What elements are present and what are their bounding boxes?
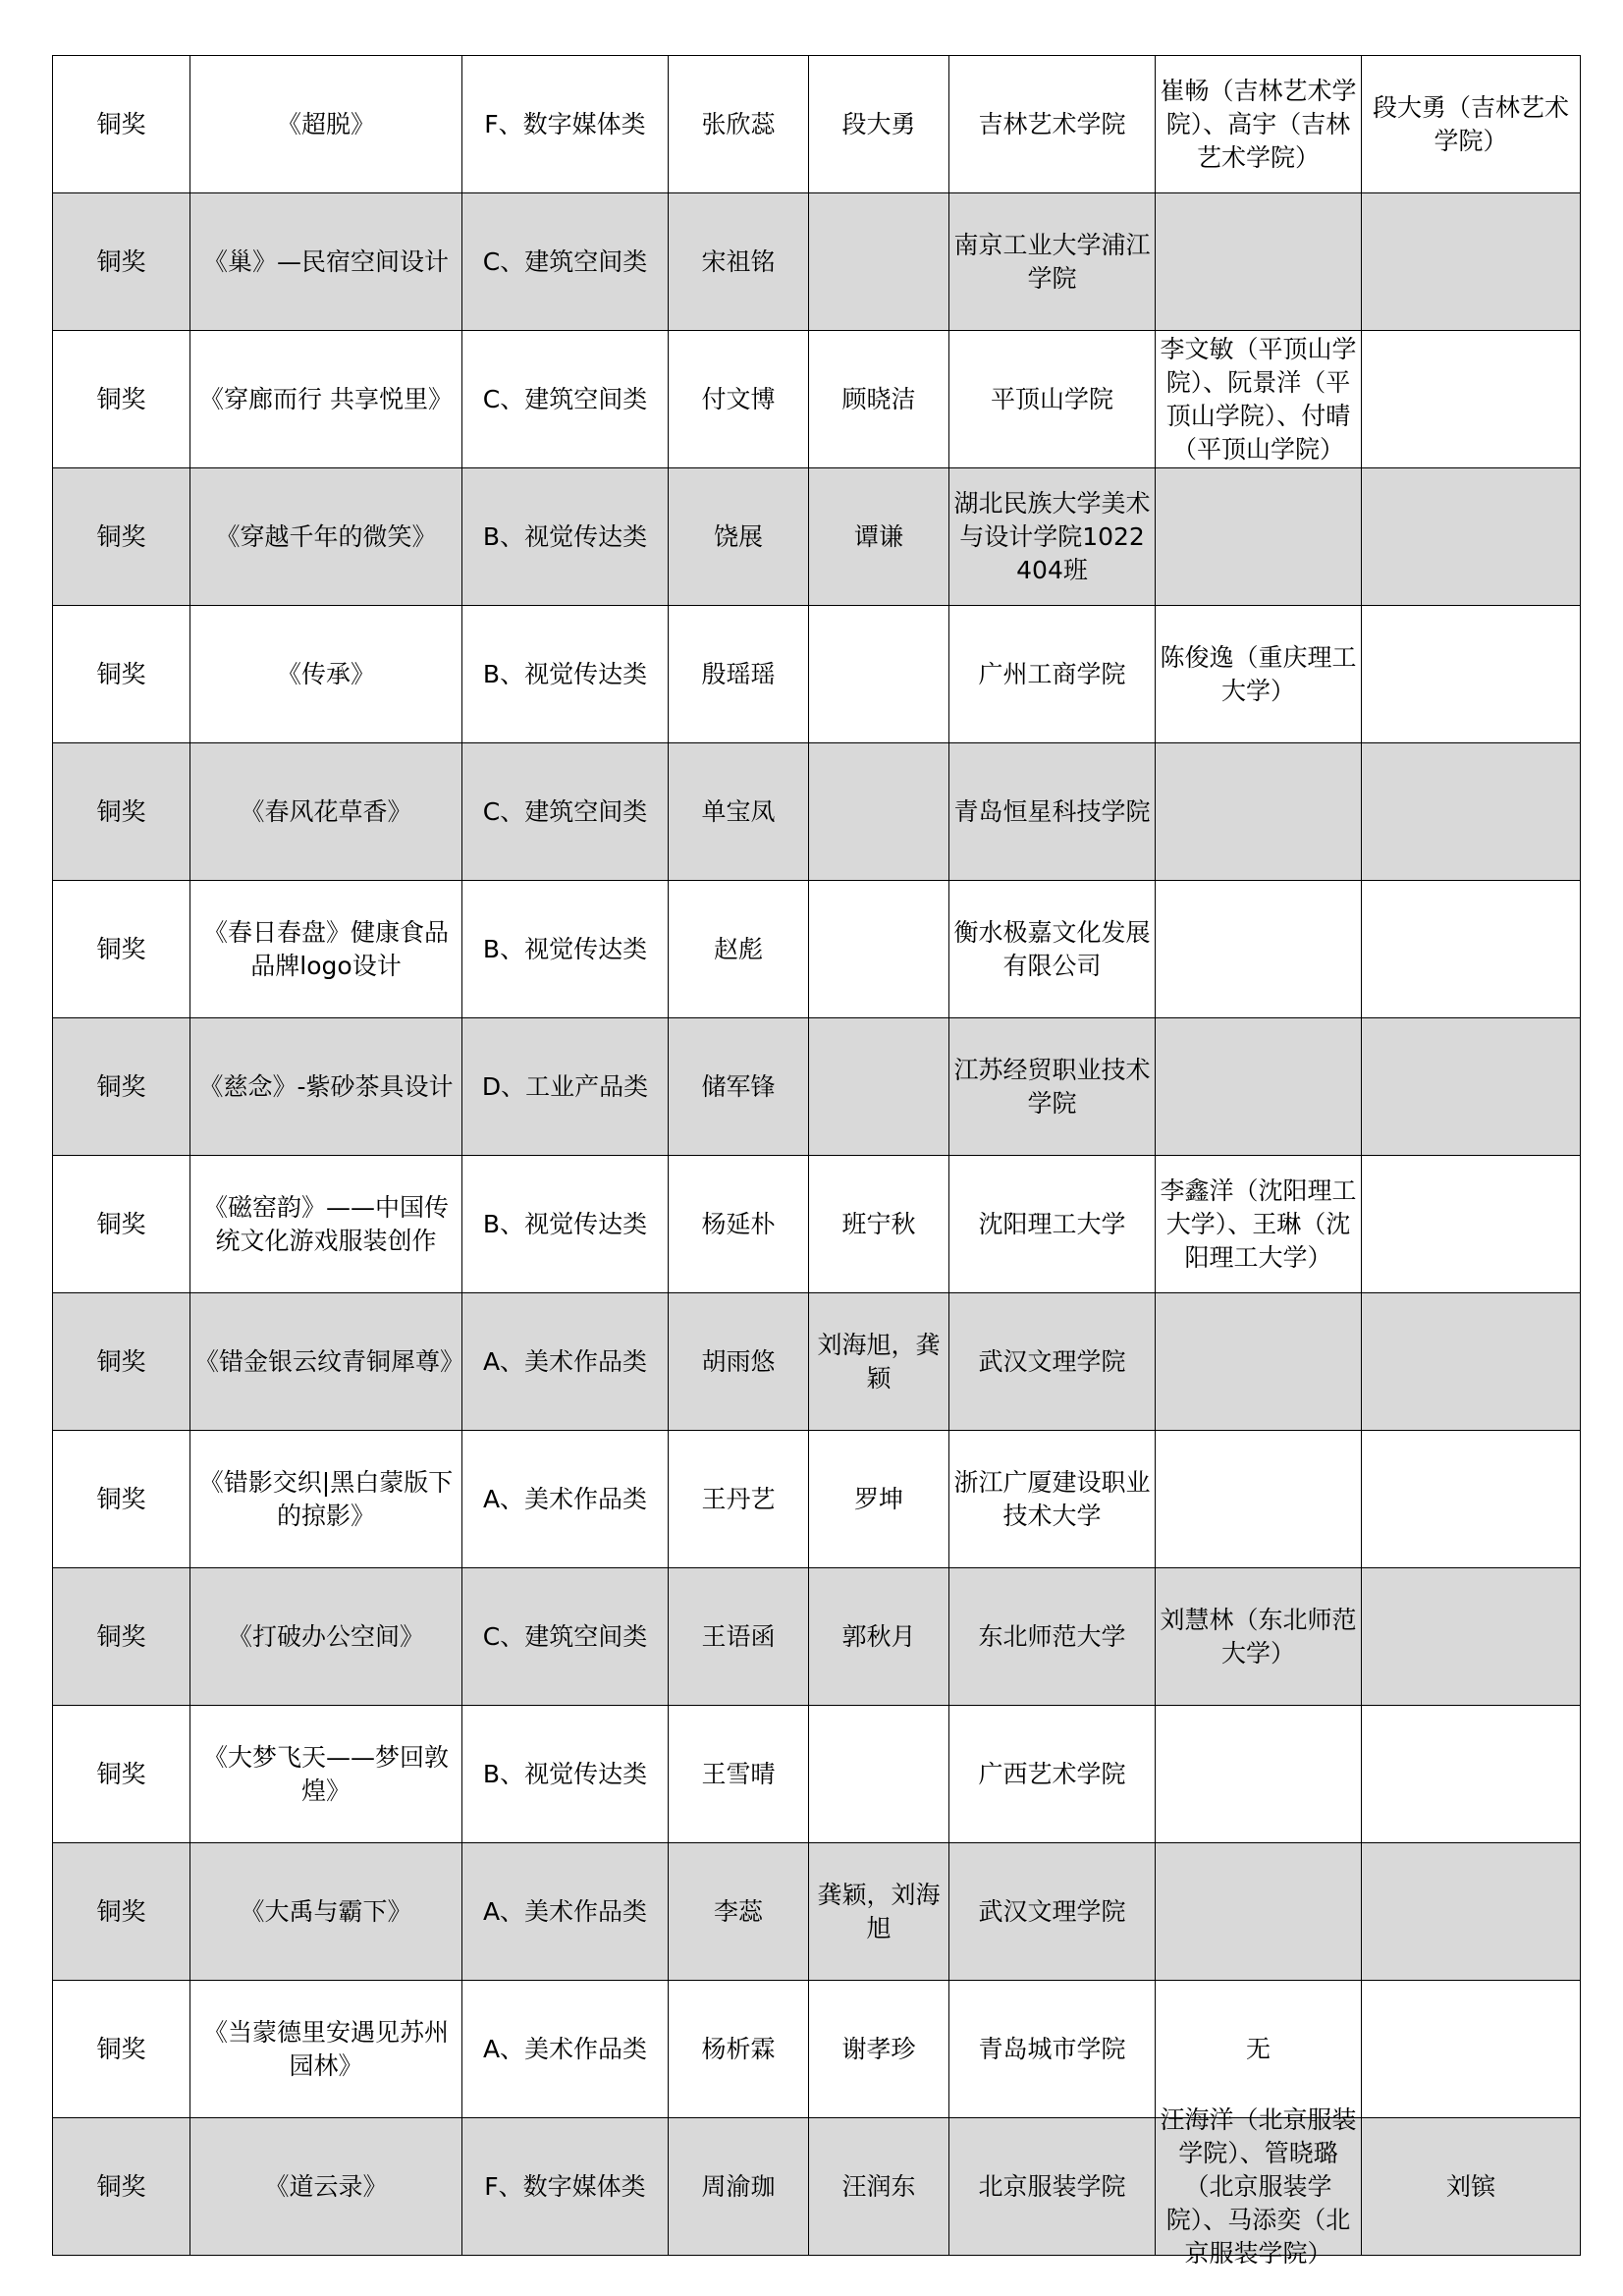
school-cell: 广西艺术学院 (949, 1706, 1156, 1843)
title-cell: 《磁窑韵》——中国传统文化游戏服装创作 (190, 1156, 462, 1293)
school-cell: 江苏经贸职业技术学院 (949, 1018, 1156, 1156)
members-cell (1156, 1568, 1362, 1706)
title-cell: 《大梦飞天——梦回敦煌》 (190, 1706, 462, 1843)
adviser-cell: 谢孝珍 (809, 1981, 949, 2118)
category-cell: B、视觉传达类 (462, 1706, 669, 1843)
category-cell: A、美术作品类 (462, 1981, 669, 2118)
adviser2-cell (1362, 1843, 1581, 1981)
award-cell: 铜奖 (53, 1706, 190, 1843)
table-row (53, 56, 1581, 193)
adviser2-cell (1362, 606, 1581, 743)
category-cell: C、建筑空间类 (462, 743, 669, 881)
school-cell: 平顶山学院 (949, 331, 1156, 468)
award-cell: 铜奖 (53, 1431, 190, 1568)
category-cell: B、视觉传达类 (462, 1156, 669, 1293)
category-cell: A、美术作品类 (462, 1431, 669, 1568)
school-cell: 沈阳理工大学 (949, 1156, 1156, 1293)
table-row (53, 1431, 1581, 1568)
table-body (53, 56, 1581, 2268)
adviser-cell: 罗坤 (809, 1431, 949, 1568)
award-cell: 铜奖 (53, 1568, 190, 1706)
title-cell: 《春日春盘》健康食品品牌logo设计 (190, 881, 462, 1018)
adviser2-cell (1362, 1156, 1581, 1293)
table-row (53, 1156, 1581, 1293)
author-cell: 杨析霖 (669, 1981, 809, 2118)
school-cell: 吉林艺术学院 (949, 56, 1156, 193)
members-cell (1156, 743, 1362, 881)
table-row (53, 193, 1581, 331)
adviser2-cell (1362, 1706, 1581, 1843)
title-cell: 《超脱》 (190, 56, 462, 193)
table-row (53, 1843, 1581, 1981)
adviser-cell: 郭秋月 (809, 1568, 949, 1706)
category-cell: C、建筑空间类 (462, 331, 669, 468)
school-cell: 南京工业大学浦江学院 (949, 193, 1156, 331)
members-text: 崔畅（吉林艺术学院）、高宇（吉林艺术学院） (1160, 76, 1357, 172)
members-cell (1156, 56, 1362, 193)
table-row (53, 331, 1581, 468)
category-cell: A、美术作品类 (462, 1293, 669, 1431)
title-cell: 《传承》 (190, 606, 462, 743)
school-cell: 青岛恒星科技学院 (949, 743, 1156, 881)
adviser-cell: 顾晓洁 (809, 331, 949, 468)
adviser2-cell (1362, 1568, 1581, 1706)
author-cell: 王丹艺 (669, 1431, 809, 1568)
members-cell (1156, 331, 1362, 468)
title-cell: 《错影交织|黑白蒙版下的掠影》 (190, 1431, 462, 1568)
award-cell: 铜奖 (53, 2118, 190, 2256)
author-cell: 杨延朴 (669, 1156, 809, 1293)
author-cell: 李蕊 (669, 1843, 809, 1981)
members-cell (1156, 193, 1362, 331)
members-cell (1156, 1706, 1362, 1843)
award-cell: 铜奖 (53, 193, 190, 331)
school-cell: 武汉文理学院 (949, 1293, 1156, 1431)
school-cell: 武汉文理学院 (949, 1843, 1156, 1981)
author-cell: 王雪晴 (669, 1706, 809, 1843)
title-cell: 《巢》—民宿空间设计 (190, 193, 462, 331)
award-cell: 铜奖 (53, 1156, 190, 1293)
author-cell: 王语函 (669, 1568, 809, 1706)
adviser2-cell (1362, 193, 1581, 331)
author-cell: 赵彪 (669, 881, 809, 1018)
category-cell: A、美术作品类 (462, 1843, 669, 1981)
school-cell: 浙江广厦建设职业技术大学 (949, 1431, 1156, 1568)
award-cell: 铜奖 (53, 1843, 190, 1981)
title-cell: 《打破办公空间》 (190, 1568, 462, 1706)
table-row (53, 1293, 1581, 1431)
adviser-cell (809, 1706, 949, 1843)
members-text: 刘慧林（东北师范大学） (1160, 1605, 1357, 1667)
members-cell (1156, 881, 1362, 1018)
adviser2-cell (1362, 1981, 1581, 2118)
category-cell: B、视觉传达类 (462, 881, 669, 1018)
table-row (53, 1981, 1581, 2118)
adviser-cell: 汪润东 (809, 2118, 949, 2256)
title-cell: 《慈念》-紫砂茶具设计 (190, 1018, 462, 1156)
author-cell: 单宝凤 (669, 743, 809, 881)
adviser-cell: 龚颖，刘海旭 (809, 1843, 949, 1981)
author-cell: 殷瑶瑶 (669, 606, 809, 743)
award-cell: 铜奖 (53, 606, 190, 743)
members-cell (1156, 1018, 1362, 1156)
title-cell: 《当蒙德里安遇见苏州园林》 (190, 1981, 462, 2118)
members-text: 李鑫洋（沈阳理工大学）、王琳（沈阳理工大学） (1160, 1175, 1357, 1272)
members-cell (1156, 468, 1362, 606)
category-cell: B、视觉传达类 (462, 468, 669, 606)
award-cell: 铜奖 (53, 881, 190, 1018)
table-row (53, 743, 1581, 881)
table-row (53, 606, 1581, 743)
school-cell: 广州工商学院 (949, 606, 1156, 743)
author-cell: 周渝珈 (669, 2118, 809, 2256)
category-cell: F、数字媒体类 (462, 2118, 669, 2256)
award-cell: 铜奖 (53, 56, 190, 193)
adviser-cell (809, 881, 949, 1018)
table-row (53, 881, 1581, 1018)
adviser2-cell: 段大勇（吉林艺术学院） (1362, 56, 1581, 193)
school-cell: 湖北民族大学美术与设计学院1022404班 (949, 468, 1156, 606)
adviser-cell (809, 606, 949, 743)
table-row (53, 468, 1581, 606)
title-cell: 《大禹与霸下》 (190, 1843, 462, 1981)
members-cell (1156, 2105, 1362, 2268)
adviser2-cell (1362, 743, 1581, 881)
title-cell: 《春风花草香》 (190, 743, 462, 881)
members-cell (1156, 1431, 1362, 1568)
members-cell (1156, 1293, 1362, 1431)
category-cell: F、数字媒体类 (462, 56, 669, 193)
author-cell: 饶展 (669, 468, 809, 606)
award-cell: 铜奖 (53, 468, 190, 606)
adviser2-cell (1362, 1018, 1581, 1156)
adviser-cell: 谭谦 (809, 468, 949, 606)
title-cell: 《穿廊而行 共享悦里》 (190, 331, 462, 468)
award-cell: 铜奖 (53, 743, 190, 881)
members-text: 汪海洋（北京服装学院）、管晓璐（北京服装学院）、马添奕（北京服装学院） (1160, 2105, 1357, 2268)
adviser2-cell (1362, 331, 1581, 468)
table-row (53, 1018, 1581, 1156)
adviser-cell: 段大勇 (809, 56, 949, 193)
author-cell: 储军锋 (669, 1018, 809, 1156)
adviser-cell (809, 1018, 949, 1156)
members-text: 无 (1245, 2034, 1271, 2063)
school-cell: 北京服装学院 (949, 2118, 1156, 2256)
school-cell: 东北师范大学 (949, 1568, 1156, 1706)
adviser2-cell: 刘镔 (1362, 2118, 1581, 2256)
adviser2-cell (1362, 1293, 1581, 1431)
author-cell: 付文博 (669, 331, 809, 468)
members-text: 陈俊逸（重庆理工大学） (1160, 642, 1357, 705)
awards-table (52, 55, 1581, 2268)
members-cell (1156, 1843, 1362, 1981)
members-cell (1156, 1156, 1362, 1293)
title-cell: 《穿越千年的微笑》 (190, 468, 462, 606)
table-row (53, 2118, 1581, 2256)
category-cell: C、建筑空间类 (462, 1568, 669, 1706)
author-cell: 宋祖铭 (669, 193, 809, 331)
table-row (53, 1706, 1581, 1843)
author-cell: 张欣蕊 (669, 56, 809, 193)
members-text: 李文敏（平顶山学院）、阮景洋（平顶山学院）、付晴（平顶山学院） (1160, 334, 1357, 464)
school-cell: 青岛城市学院 (949, 1981, 1156, 2118)
category-cell: B、视觉传达类 (462, 606, 669, 743)
award-cell: 铜奖 (53, 1018, 190, 1156)
adviser2-cell (1362, 881, 1581, 1018)
award-cell: 铜奖 (53, 331, 190, 468)
members-cell (1156, 606, 1362, 743)
category-cell: D、工业产品类 (462, 1018, 669, 1156)
adviser-cell (809, 743, 949, 881)
adviser-cell: 班宁秋 (809, 1156, 949, 1293)
award-cell: 铜奖 (53, 1293, 190, 1431)
award-cell: 铜奖 (53, 1981, 190, 2118)
adviser2-cell (1362, 1431, 1581, 1568)
members-cell (1156, 1981, 1362, 2118)
title-cell: 《错金银云纹青铜犀尊》 (190, 1293, 462, 1431)
school-cell: 衡水极嘉文化发展有限公司 (949, 881, 1156, 1018)
title-cell: 《道云录》 (190, 2118, 462, 2256)
category-cell: C、建筑空间类 (462, 193, 669, 331)
adviser2-cell (1362, 468, 1581, 606)
adviser-cell (809, 193, 949, 331)
adviser-cell: 刘海旭，龚颖 (809, 1293, 949, 1431)
table-row (53, 1568, 1581, 1706)
author-cell: 胡雨悠 (669, 1293, 809, 1431)
